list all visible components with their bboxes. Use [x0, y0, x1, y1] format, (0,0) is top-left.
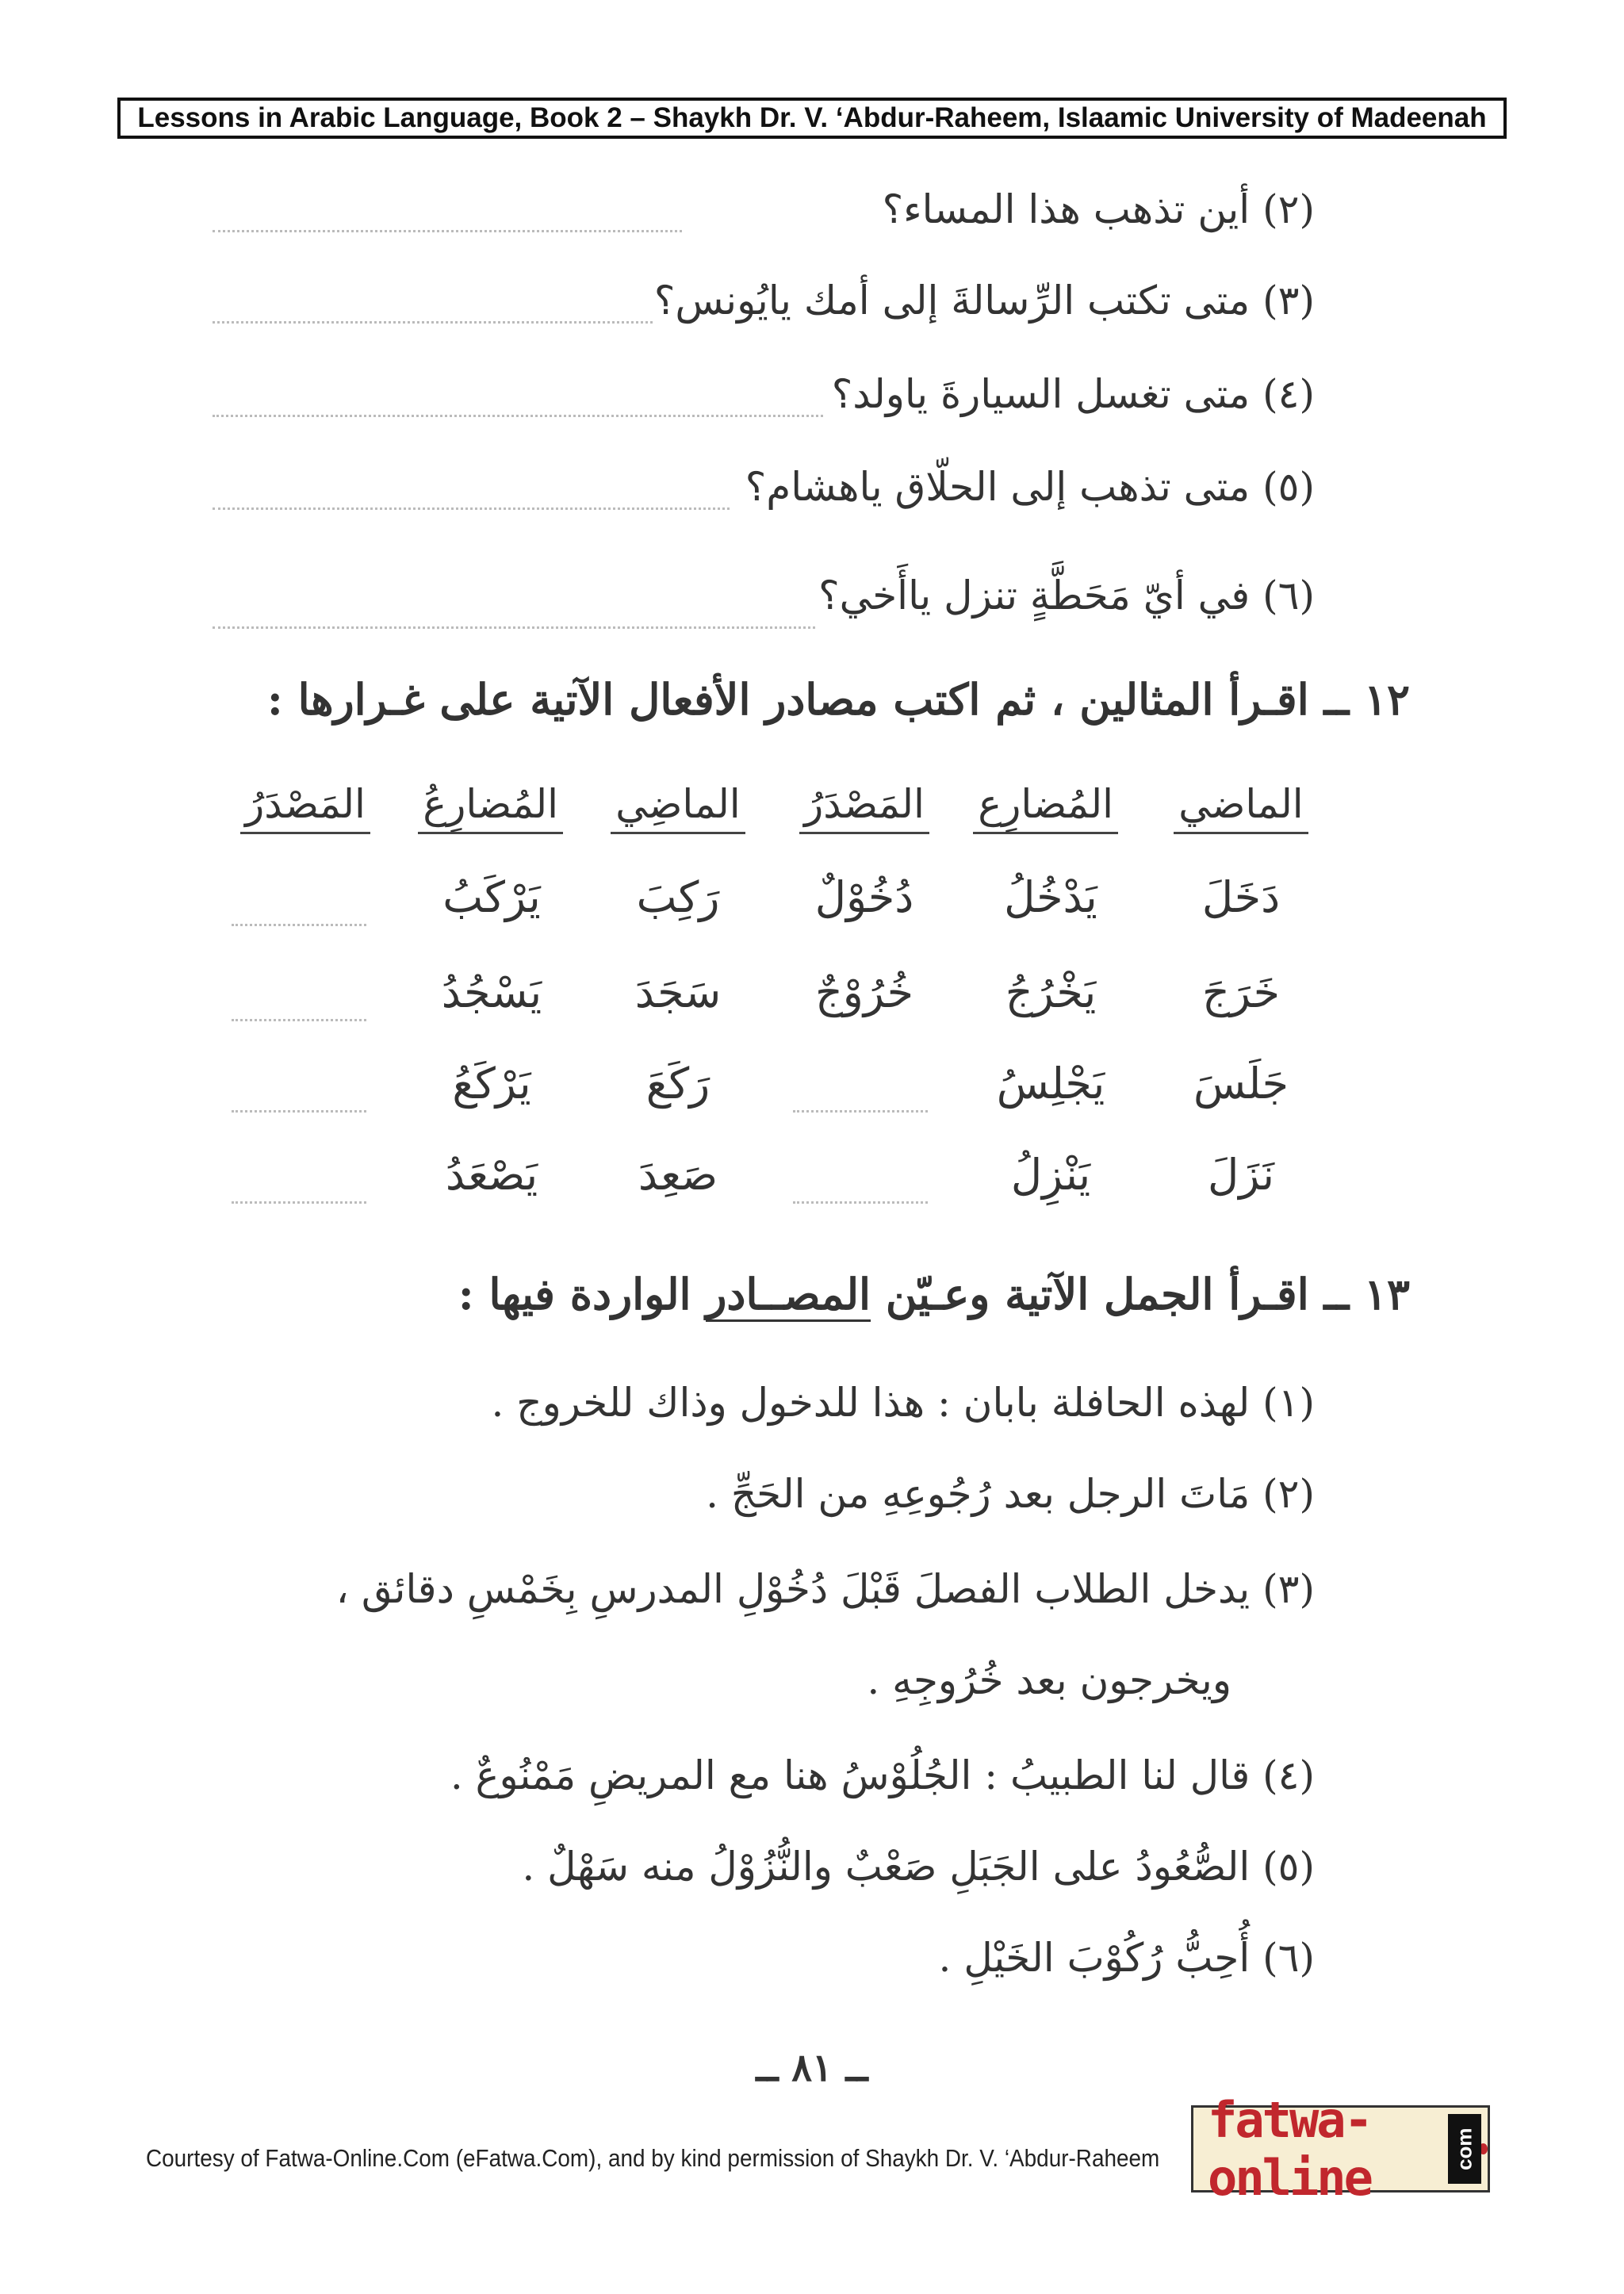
answer-line-6 [213, 626, 815, 629]
present-yajlisu: يَجْلِسُ [996, 1059, 1105, 1109]
sentence-2: (٢) مَاتَ الرجل بعد رُجُوعِهِ من الحَجِّ . [706, 1471, 1315, 1517]
question-2: (٢) أين تذهب هذا المساء؟ [882, 186, 1315, 232]
blank-saida [232, 1201, 366, 1204]
blank-sajada [232, 1019, 366, 1021]
header-present: المُضارِع [983, 781, 1118, 834]
past-sajada: سَجَدَ [634, 967, 722, 1017]
past-dakhala: دَخَلَ [1201, 872, 1281, 922]
past-nazala: نَزَلَ [1207, 1150, 1275, 1200]
answer-line-2 [213, 230, 682, 232]
answer-line-4 [213, 415, 823, 417]
page-header: Lessons in Arabic Language, Book 2 – Shaykh Dr. V. ‘Abdur-Raheem, Islaamic University of Madeenah [117, 98, 1507, 139]
present-yakhruju: يَخْرُجُ [1005, 967, 1097, 1017]
exercise-13-title: ١٣ ــ اقـرأ الجمل الآتية وعـيّن المصــادر الواردة فيها : [458, 1269, 1410, 1319]
present-yasadu: يَصْعَدُ [445, 1150, 538, 1200]
present-yarkau: يَرْكَعُ [452, 1059, 531, 1109]
answer-line-5 [213, 507, 730, 510]
exercise-12-title: ١٢ ــ اقـرأ المثالين ، ثم اكتب مصادر الأفعال الآتية على غـرارها : [266, 674, 1410, 725]
sentence-3: (٣) يدخل الطلاب الفصلَ قَبْلَ دُخُوْلِ المدرسِ بِخَمْسِ دقائق ، [335, 1566, 1315, 1612]
footer-credit: Courtesy of Fatwa-Online.Com (eFatwa.Com), and by kind permission of Shaykh Dr. V. ‘Abdur-Raheem [146, 2144, 1160, 2172]
answer-line-3 [213, 321, 653, 324]
present-yadkhulu: يَدْخُلُ [1004, 872, 1097, 922]
blank-rakiba [232, 924, 366, 926]
blank-rakaa [232, 1110, 366, 1113]
header-past-2: الماضِي [611, 781, 745, 834]
sentence-1: (١) لهذه الحافلة بابان : هذا للدخول وذاك للخروج . [491, 1380, 1315, 1426]
header-past: الماضي [1174, 781, 1308, 834]
blank-jalasa [793, 1110, 928, 1113]
question-5: (٥) متى تذهب إلى الحلّاق ياهشام؟ [745, 464, 1315, 510]
noun-khuruj: خُرُوْجٌ [814, 967, 914, 1017]
present-yasjudu: يَسْجُدُ [441, 967, 542, 1017]
sentence-5: (٥) الصُّعُودُ على الجَبَلِ صَعْبٌ والنُّزُوْلُ منه سَهْلٌ . [522, 1844, 1315, 1890]
past-kharaja: خَرَجَ [1201, 967, 1281, 1017]
fatwa-online-logo: fatwa-online com [1191, 2105, 1490, 2193]
header-present-2: المُضارِعُ [420, 781, 563, 834]
sentence-4: (٤) قال لنا الطبيبُ : الجُلُوْسُ هنا مع المريضِ مَمْنُوعٌ . [450, 1752, 1315, 1798]
past-rakaa: رَكَعَ [645, 1059, 710, 1109]
header-verbal-noun-2: المَصْدَرُ [238, 781, 373, 834]
noun-dukhul: دُخُوْلٌ [814, 872, 914, 922]
question-6: (٦) في أيّ مَحَطَّةٍ تنزل ياأَخي؟ [818, 573, 1315, 618]
sentence-3-continued: ويخرجون بعد خُرُوجِهِ . [867, 1657, 1231, 1703]
header-verbal-noun: المَصْدَرُ [797, 781, 932, 834]
past-jalasa: جَلَسَ [1193, 1059, 1289, 1109]
question-4: (٤) متى تغسل السيارةَ ياولد؟ [831, 371, 1315, 417]
past-rakiba: رَكِبَ [636, 872, 720, 922]
present-yarkabu: يَرْكَبُ [442, 872, 541, 922]
past-saida: صَعِدَ [638, 1150, 718, 1200]
present-yanzilu: يَنْزِلُ [1010, 1150, 1091, 1200]
blank-nazala [793, 1201, 928, 1204]
sentence-6: (٦) أُحِبُّ رُكُوْبَ الخَيْلِ . [938, 1935, 1315, 1981]
question-3: (٣) متى تكتب الرِّسالةَ إلى أمك يايُونس؟ [653, 278, 1315, 324]
page-number: ــ ٨١ ــ [756, 2046, 868, 2090]
